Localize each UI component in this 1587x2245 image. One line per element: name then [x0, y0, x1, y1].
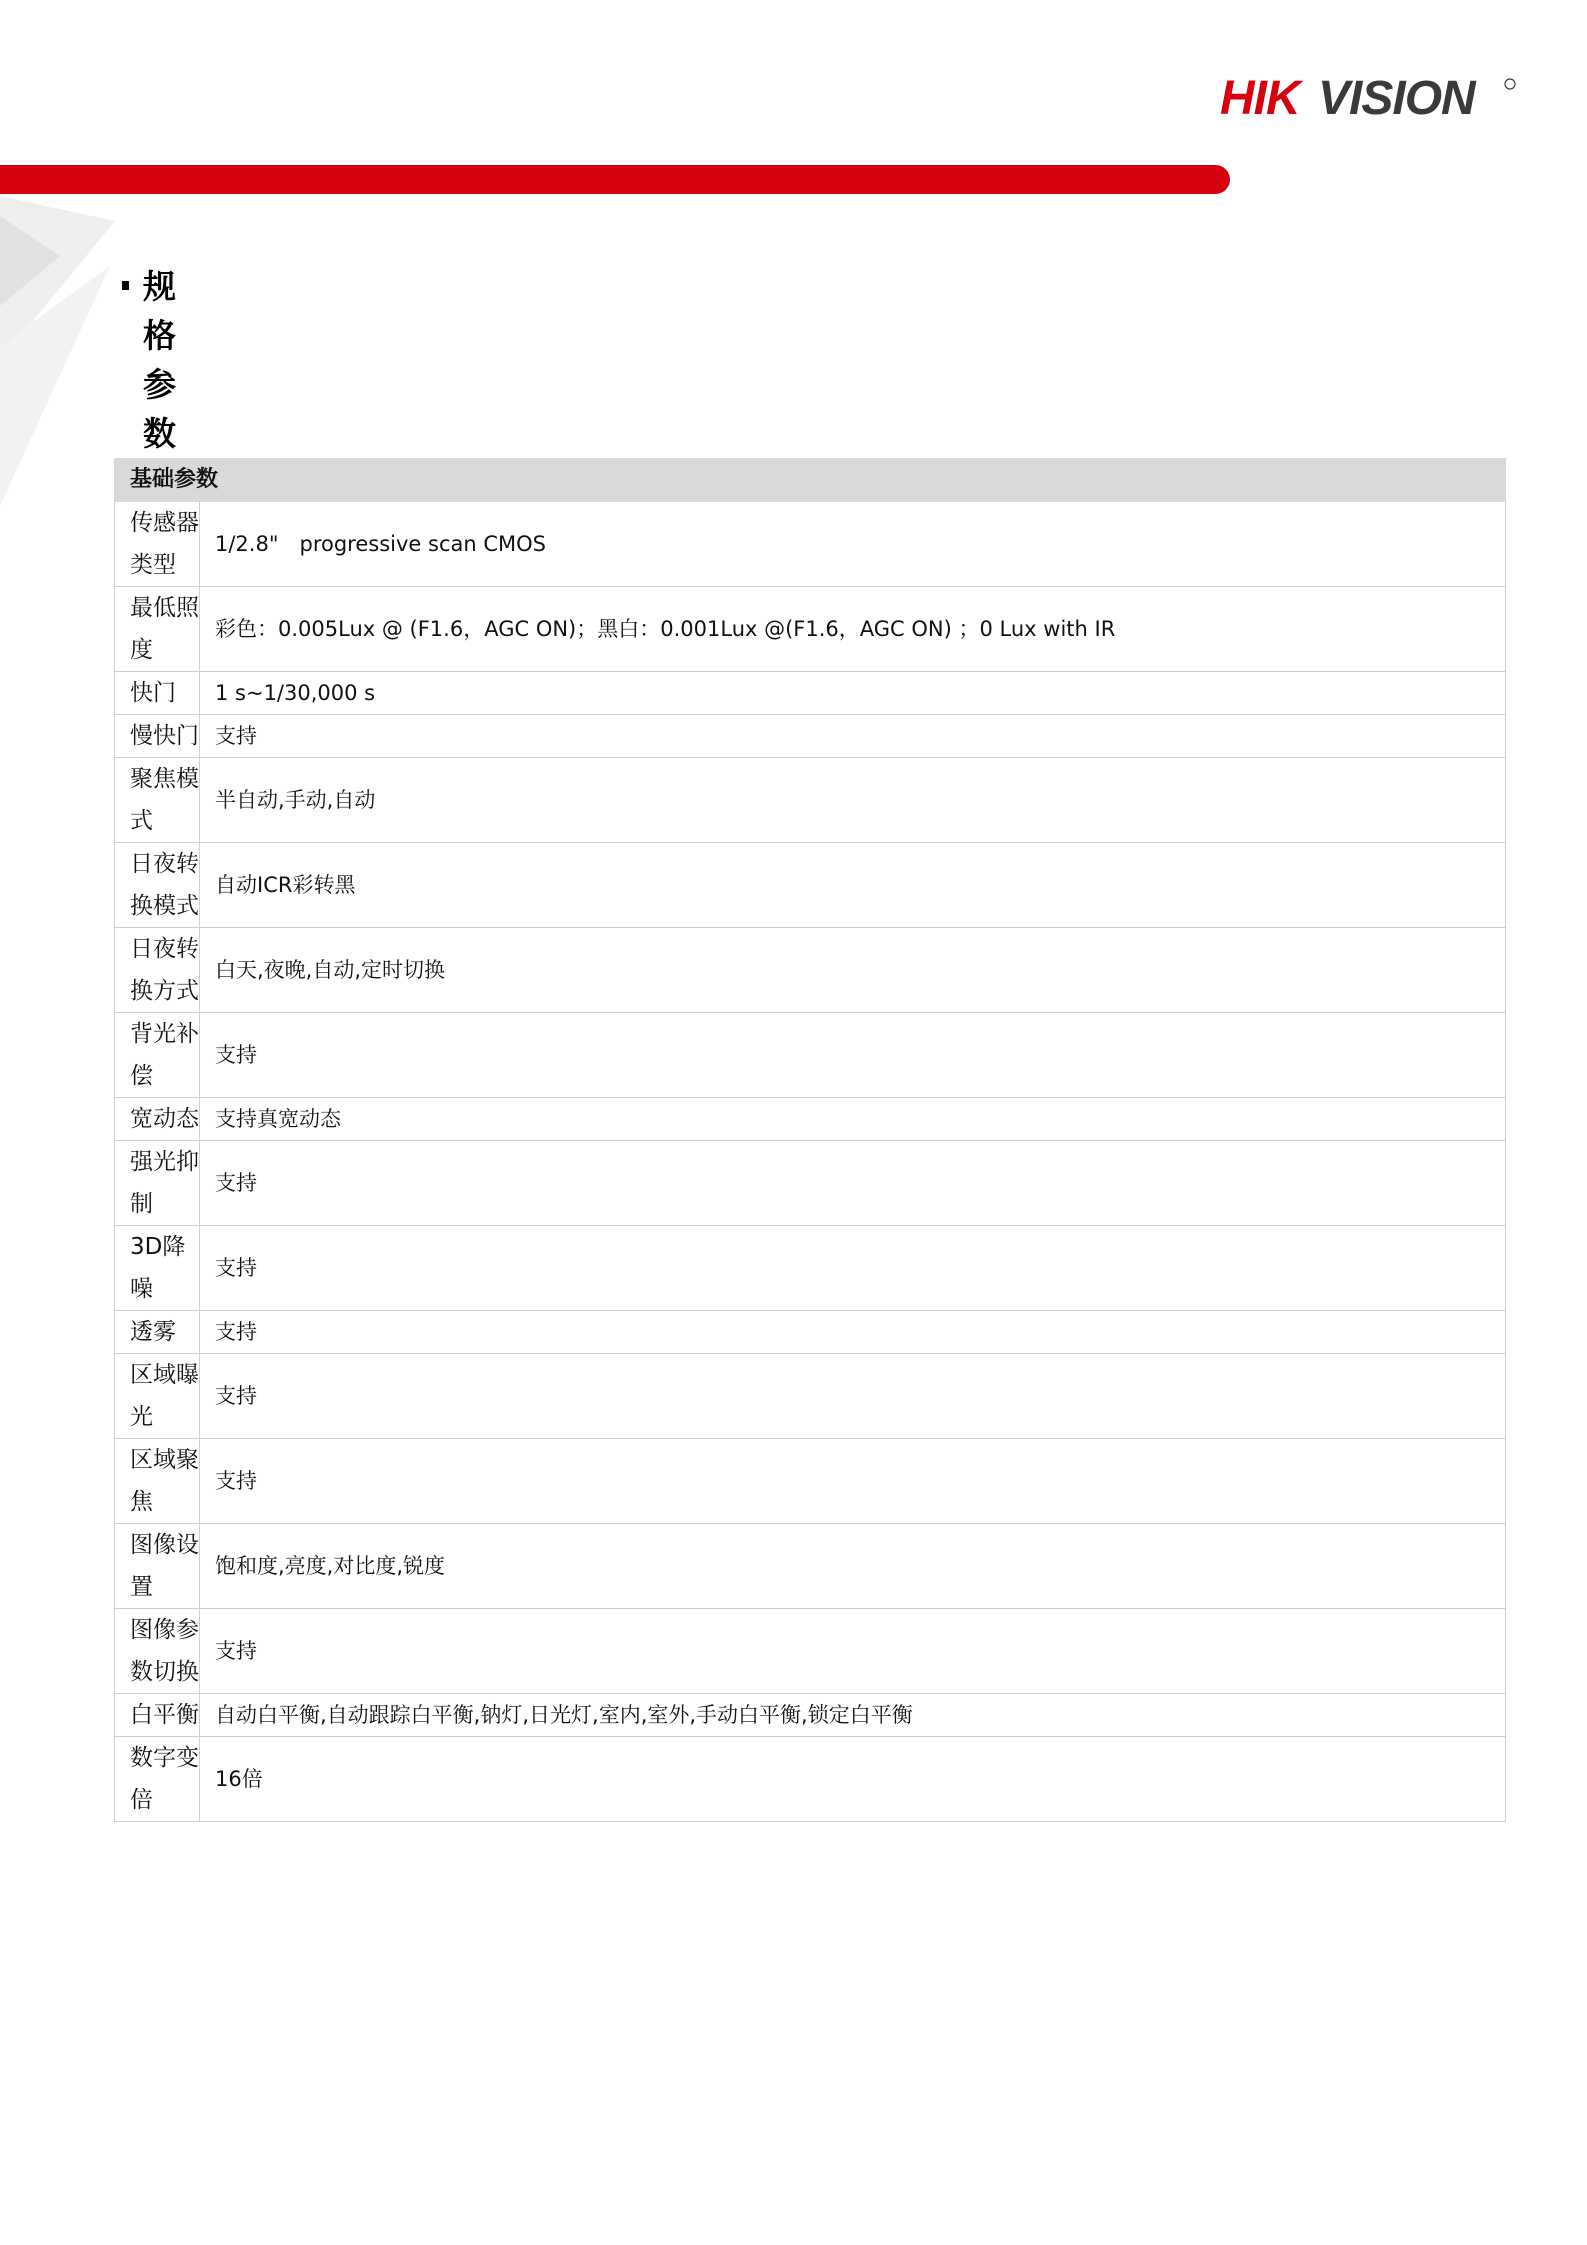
table-row [115, 715, 1506, 758]
table-group-header [115, 459, 1506, 502]
table-row [115, 843, 1506, 928]
spec-value: 1/2.8" progressive scan CMOS [200, 502, 1506, 587]
spec-label: 白平衡 [115, 1694, 200, 1737]
spec-value: 半自动,手动,自动 [200, 758, 1506, 843]
spec-label: 图像参数切换 [115, 1609, 200, 1694]
spec-label: 区域聚焦 [115, 1439, 200, 1524]
spec-value: 自动ICR彩转黑 [200, 843, 1506, 928]
spec-label: 日夜转换模式 [115, 843, 200, 928]
spec-value: 自动白平衡,自动跟踪白平衡,钠灯,日光灯,室内,室外,手动白平衡,锁定白平衡 [200, 1694, 1506, 1737]
spec-value: 支持 [200, 715, 1506, 758]
table-row [115, 1141, 1506, 1226]
table-row [115, 1013, 1506, 1098]
spec-value: 支持 [200, 1609, 1506, 1694]
spec-table [114, 458, 1506, 1822]
table-row [115, 1226, 1506, 1311]
table-row [115, 1439, 1506, 1524]
spec-label: 区域曝光 [115, 1354, 200, 1439]
table-row [115, 502, 1506, 587]
bullet-icon [122, 281, 129, 290]
spec-value: 支持 [200, 1013, 1506, 1098]
spec-label: 透雾 [115, 1311, 200, 1354]
spec-value: 1 s~1/30,000 s [200, 672, 1506, 715]
table-row [115, 1524, 1506, 1609]
section-title-text: 规格参数 [143, 267, 176, 453]
decorative-shape [0, 196, 120, 516]
spec-label: 最低照度 [115, 587, 200, 672]
spec-label: 日夜转换方式 [115, 928, 200, 1013]
spec-label: 宽动态 [115, 1098, 200, 1141]
spec-label: 传感器类型 [115, 502, 200, 587]
spec-value: 支持 [200, 1226, 1506, 1311]
svg-text:VISION: VISION [1318, 72, 1475, 125]
group-title: 基础参数 [115, 459, 1506, 502]
table-row [115, 928, 1506, 1013]
spec-label: 强光抑制 [115, 1141, 200, 1226]
spec-label: 数字变倍 [115, 1737, 200, 1822]
spec-value: 支持真宽动态 [200, 1098, 1506, 1141]
table-row [115, 758, 1506, 843]
table-row [115, 672, 1506, 715]
table-row [115, 1694, 1506, 1737]
spec-value: 支持 [200, 1141, 1506, 1226]
table-row [115, 1311, 1506, 1354]
spec-label: 背光补偿 [115, 1013, 200, 1098]
header-red-bar [0, 165, 1230, 194]
svg-text:HIK: HIK [1220, 72, 1300, 125]
spec-value: 16倍 [200, 1737, 1506, 1822]
table-row [115, 587, 1506, 672]
spec-value: 支持 [200, 1311, 1506, 1354]
spec-value: 支持 [200, 1354, 1506, 1439]
spec-label: 快门 [115, 672, 200, 715]
table-row [115, 1354, 1506, 1439]
spec-label: 图像设置 [115, 1524, 200, 1609]
spec-label: 慢快门 [115, 715, 200, 758]
spec-value: 支持 [200, 1439, 1506, 1524]
table-row [115, 1737, 1506, 1822]
table-row [115, 1609, 1506, 1694]
hikvision-logo [1218, 68, 1518, 128]
spec-value: 彩色：0.005Lux @ (F1.6，AGC ON)；黑白：0.001Lux @(F1.6，AGC ON) ；0 Lux with IR [200, 587, 1506, 672]
spec-label: 聚焦模式 [115, 758, 200, 843]
spec-value: 白天,夜晚,自动,定时切换 [200, 928, 1506, 1013]
spec-label: 3D降噪 [115, 1226, 200, 1311]
spec-value: 饱和度,亮度,对比度,锐度 [200, 1524, 1506, 1609]
table-row [115, 1098, 1506, 1141]
